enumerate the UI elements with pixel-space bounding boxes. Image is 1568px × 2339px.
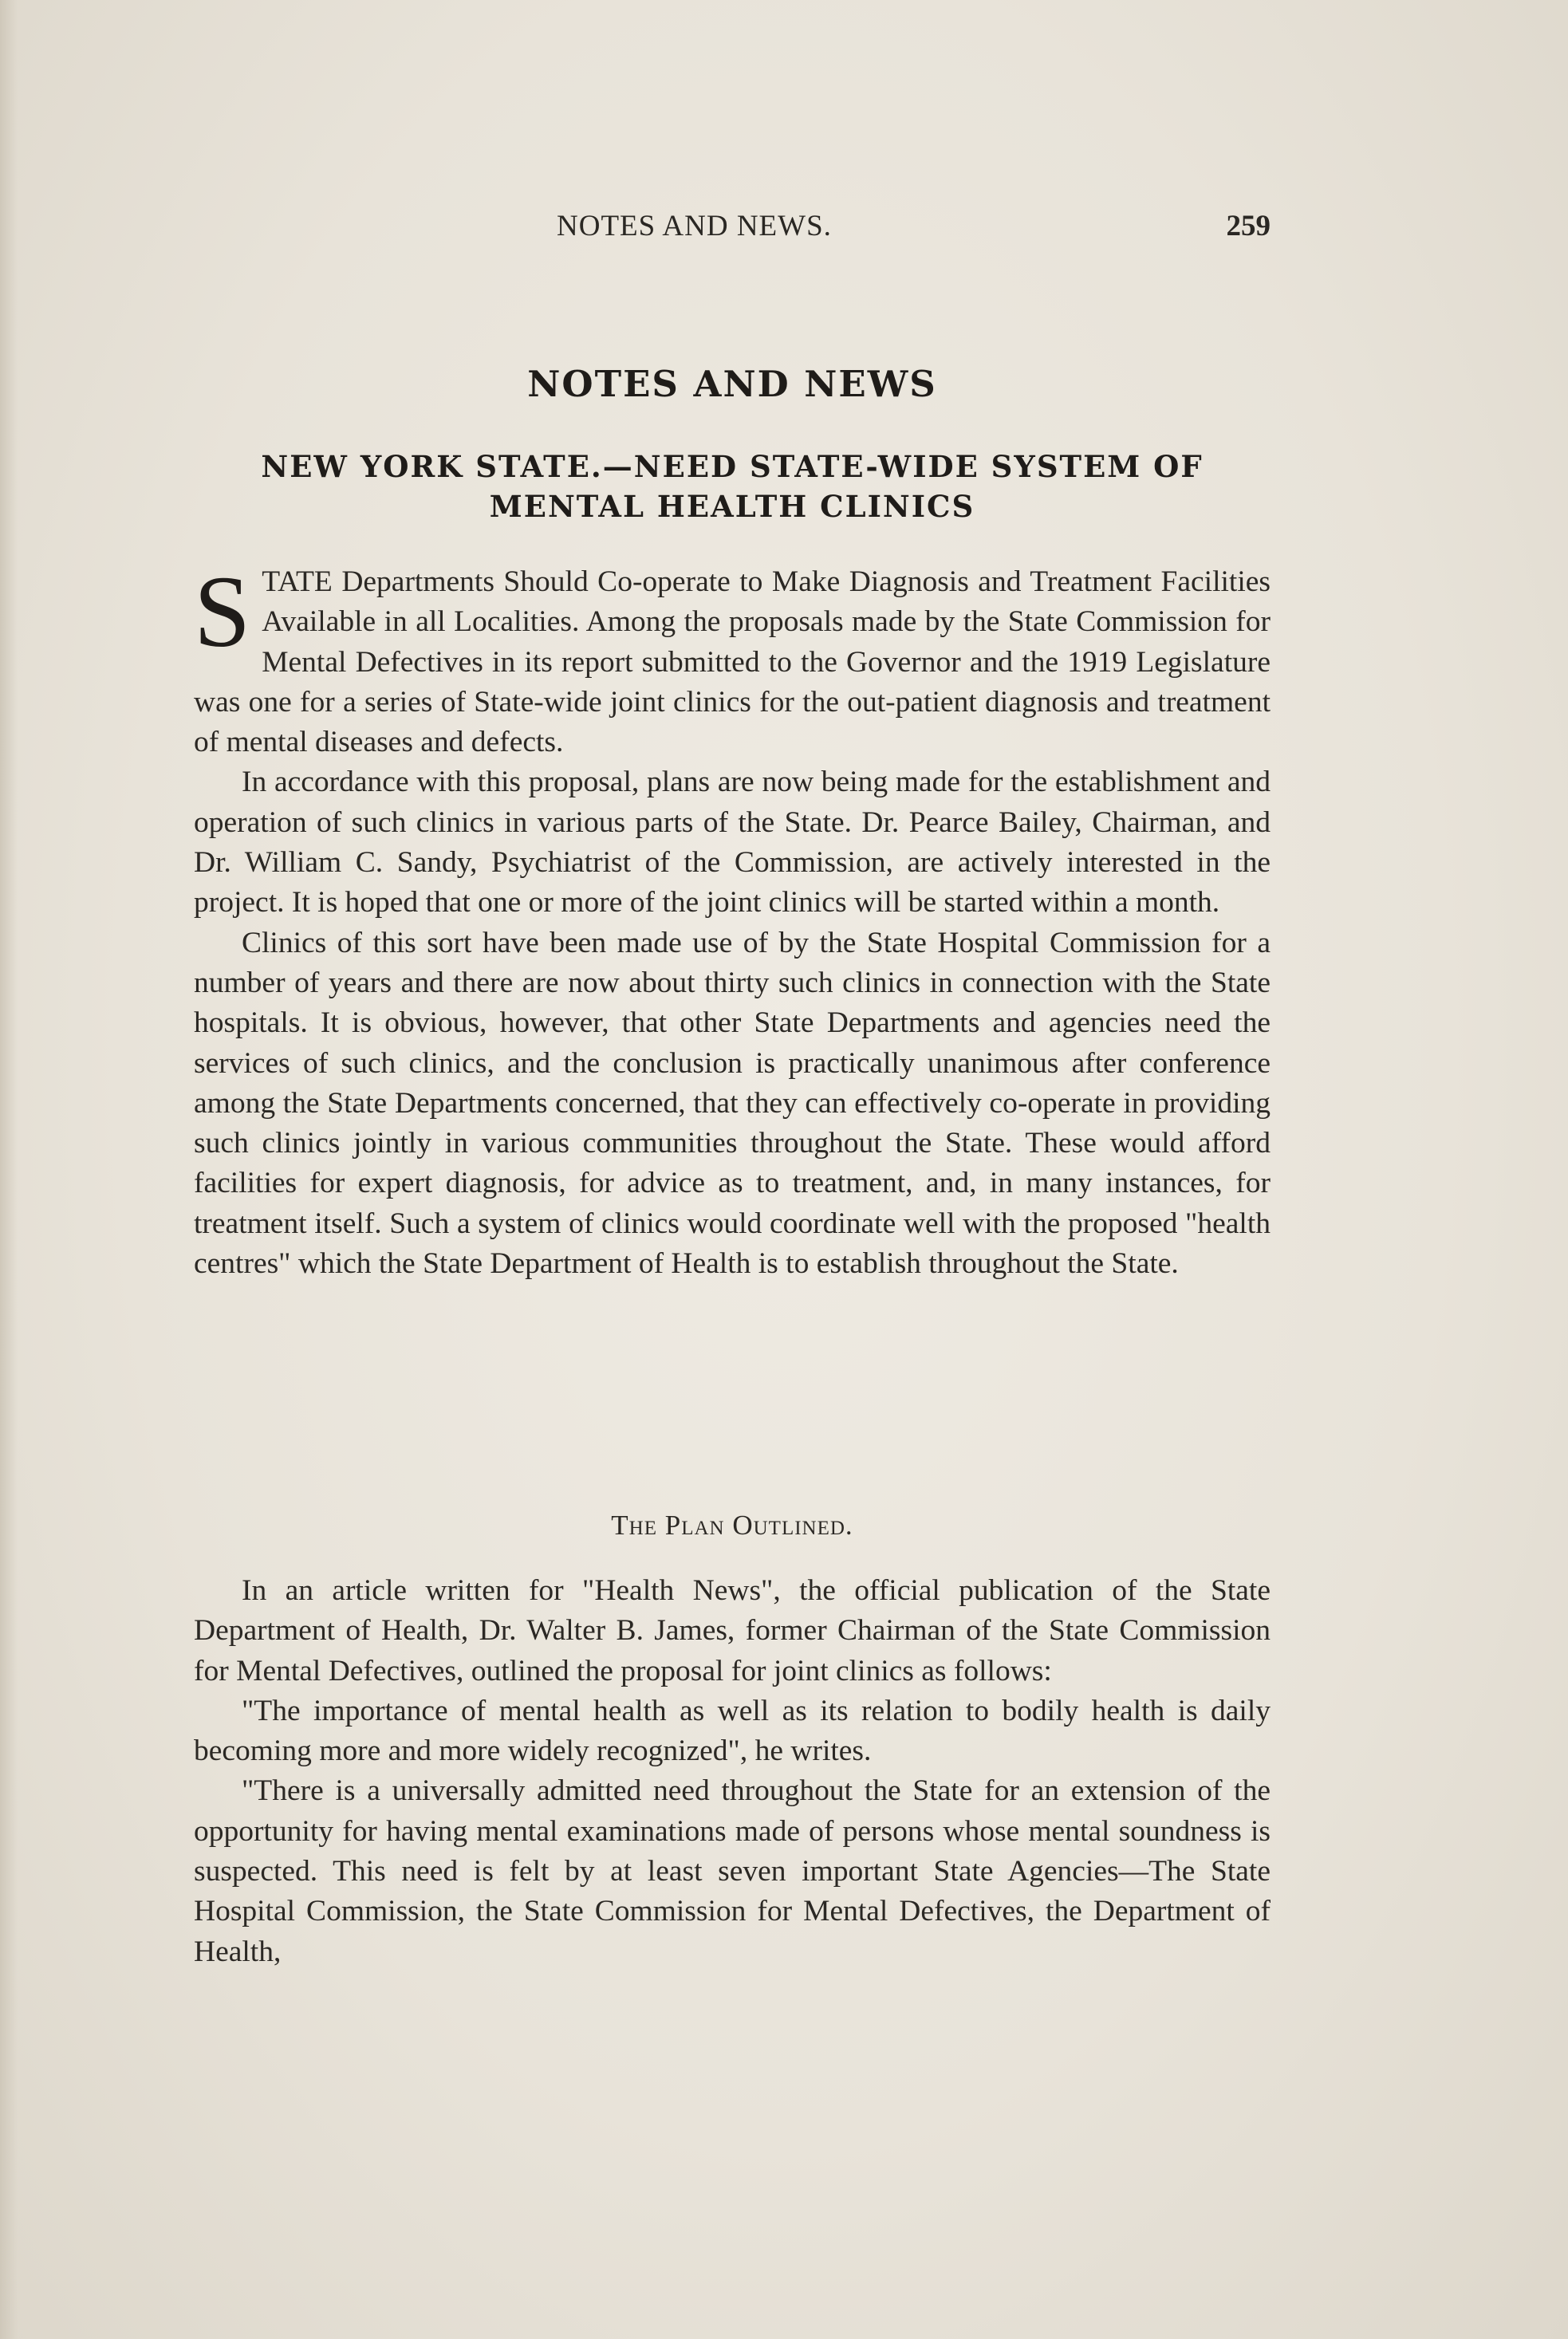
article-title-line-1: NEW YORK STATE.—NEED STATE-WIDE SYSTEM OF [261,449,1204,484]
article-title-line-2: MENTAL HEALTH CLINICS [489,489,975,524]
page-edge-shadow [0,0,18,2339]
article-title [194,447,1271,526]
paragraph-1-text: TATE Departments Should Co-operate to Make Diagnosis and Treatment Facilities Available in all Localities. Among the proposals made by the State Commission for Mental Defectives in its report submitted to the Governor and the 1919 Legislature was one for a series of State-wide joint clinics for the out-patient diagnosis and treatment of mental diseases and defects. [194,565,1271,759]
paragraph-1 [194,555,1271,762]
paragraph-6: "There is a universally admitted need throughout the State for an extension of the opportunity for having mental examinations made of persons whose mental soundness is suspected. This need is felt by at least seven important State Agencies—The State Hospital Commission, the State Commission for Mental Defectives, the Department of Health, [194,1774,1271,1968]
page-number: 259 [1226,210,1271,242]
article-body-part-1 [194,555,1271,1284]
paragraph-4: In an article written for "Health News", the official publication of the State Department of Health, Dr. Walter B. James, former Chairman of the State Commission for Mental Defectives, outlined the proposal for joint clinics as follows: [194,1574,1271,1687]
drop-cap: S [194,555,251,668]
running-head-title: NOTES AND NEWS. [557,210,832,242]
paragraph-3: Clinics of this sort have been made use of by the State Hospital Commission for a number of years and there are now about thirty such clinics in connection with the State hospitals. It is obvious, however, that other State Departments and agencies need the services of such clinics, and the conclusion is practically unanimous after conference among the State Departments concerned, that they can effectively co-operate in providing such clinics jointly in various communities throughout the State. These would afford facilities for expert diagnosis, for advice as to treatment, and, in many instances, for treatment itself. Such a system of clinics would coordinate well with the proposed "health centres" which the State Department of Health is to establish throughout the State. [194,926,1271,1281]
subheading-plan-outlined: The Plan Outlined. [611,1510,853,1541]
paragraph-2: In accordance with this proposal, plans are now being made for the establishment and operation of such clinics in various parts of the State. Dr. Pearce Bailey, Chairman, and Dr. William C. Sandy, Psychiatrist of the Commission, are actively interested in the project. It is hoped that one or more of the joint clinics will be started within a month. [194,766,1271,919]
running-head [194,209,1271,249]
section-title: NOTES AND NEWS [527,363,937,405]
paragraph-5: "The importance of mental health as well as its relation to bodily health is daily becoming more and more widely recognized", he writes. [194,1694,1271,1768]
article-body-part-2 [194,1571,1271,1972]
